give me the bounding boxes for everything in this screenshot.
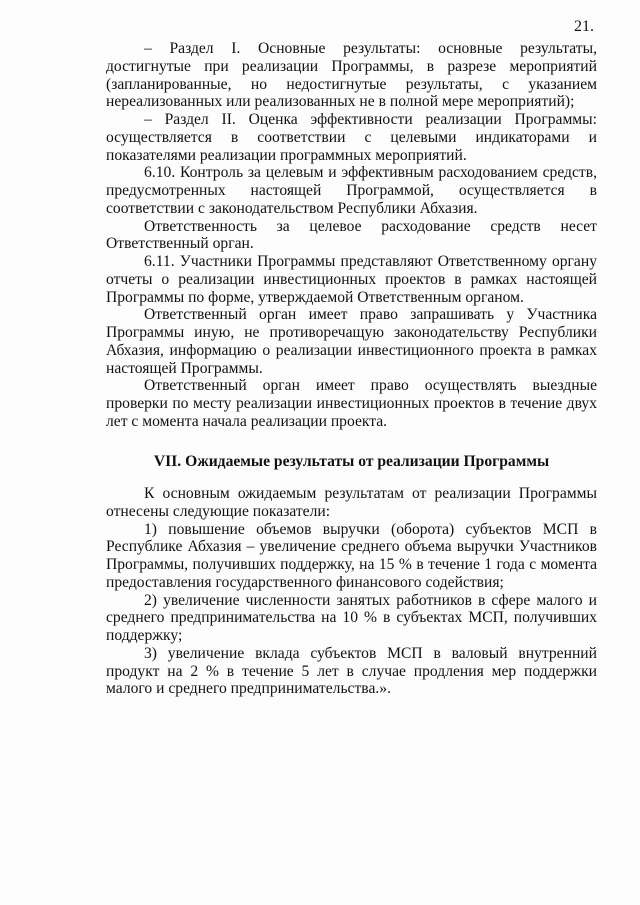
paragraph: К основным ожидаемым результатам от реализации Программы отнесены следующие показатели:: [106, 485, 597, 520]
section-7-text: [106, 485, 597, 698]
list-item: 2) увеличение численности занятых работников в сфере малого и среднего предпринимательства на 10 % в субъектах МСП, получивших поддержку;: [106, 591, 597, 644]
page-number: 21.: [574, 18, 594, 35]
paragraph: Ответственный орган имеет право осуществлять выездные проверки по месту реализации инвестиционных проектов в течение двух лет с момента начала реализации проекта.: [106, 377, 597, 430]
paragraph: 6.11. Участники Программы представляют Ответственному органу отчеты о реализации инвестиционных проектов в рамках настоящей Программы по форме, утверждаемой Ответственным органом.: [106, 253, 597, 306]
paragraph: – Раздел I. Основные результаты: основные результаты, достигнутые при реализации Программы, в разрезе мероприятий (запланированные, но недостигнутые результаты, с указанием нереализованных или реализованных не в полной мере мероприятий);: [106, 40, 597, 111]
paragraph: – Раздел II. Оценка эффективности реализации Программы: осуществляется в соответствии с целевыми индикаторами и показателями реализации программных мероприятий.: [106, 111, 597, 164]
list-item: 1) повышение объемов выручки (оборота) субъектов МСП в Республике Абхазия – увеличение среднего объема выручки Участников Программы, получивших поддержку, на 15 % в течение 1 года с момента предоставления государственного финансового содействия;: [106, 520, 597, 591]
paragraph: 6.10. Контроль за целевым и эффективным расходованием средств, предусмотренных настоящей Программой, осуществляется в соответствии с законодательством Республики Абхазия.: [106, 164, 597, 217]
list-item: 3) увеличение вклада субъектов МСП в валовый внутренний продукт на 2 % в течение 5 лет в случае продления мер поддержки малого и среднего предпринимательства.».: [106, 644, 597, 698]
section-7-heading: VII. Ожидаемые результаты от реализации Программы: [153, 453, 550, 470]
paragraph: Ответственность за целевое расходование средств несет Ответственный орган.: [106, 217, 597, 253]
section-6-text: [106, 40, 597, 431]
paragraph: Ответственный орган имеет право запрашивать у Участника Программы иную, не противоречащую законодательству Республики Абхазия, информацию о реализации инвестиционного проекта в рамках настоящей Программы.: [106, 306, 597, 377]
